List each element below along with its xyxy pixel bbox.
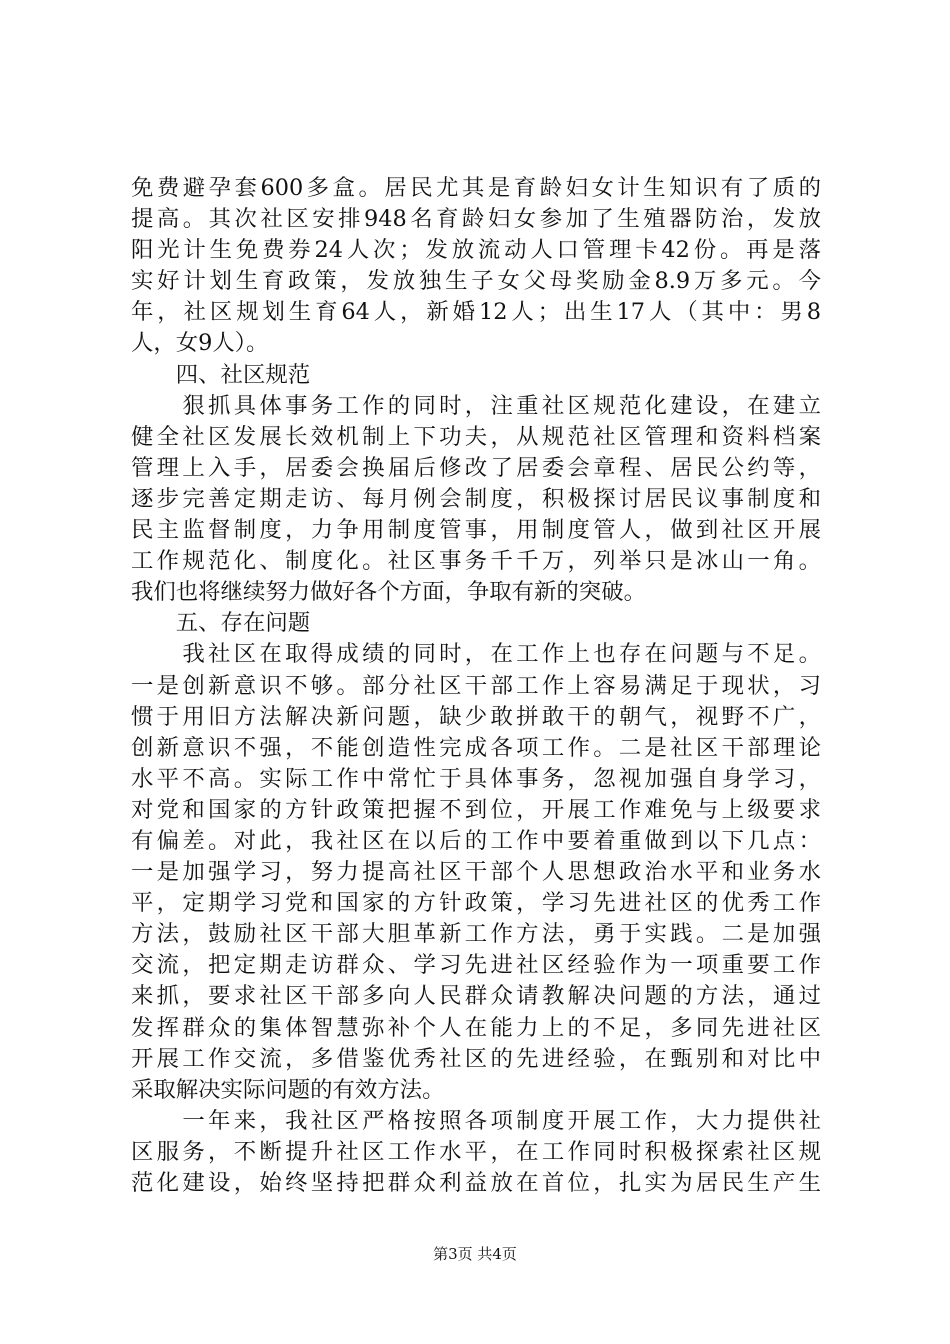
text-line: 有偏差。对此，我社区在以后的工作中要着重做到以下几点： bbox=[131, 827, 821, 854]
text-line: 创新意识不强，不能创造性完成各项工作。二是社区干部理论 bbox=[131, 734, 821, 761]
text-line: 免费避孕套600多盒。居民尤其是育龄妇女计生知识有了质的 bbox=[131, 175, 821, 201]
text-line: 开展工作交流，多借鉴优秀社区的先进经验，在甄别和对比中 bbox=[131, 1045, 821, 1072]
text-line: 我们也将继续努力做好各个方面，争取有新的突破。 bbox=[131, 579, 646, 606]
text-line: 一是加强学习，努力提高社区干部个人思想政治水平和业务水 bbox=[131, 859, 821, 886]
page-number: 第3页 共4页 bbox=[433, 1245, 517, 1263]
text-line: 范化建设，始终坚持把群众利益放在首位，扎实为居民生产生 bbox=[131, 1170, 821, 1196]
page-footer bbox=[0, 1244, 950, 1264]
text-line: 交流，把定期走访群众、学习先进社区经验作为一项重要工作 bbox=[131, 952, 821, 979]
text-line: 来抓，要求社区干部多向人民群众请教解决问题的方法，通过 bbox=[131, 983, 821, 1010]
text-line: 年，社区规划生育64人，新婚12人；出生17人（其中：男8 bbox=[131, 299, 821, 326]
text-line: 健全社区发展长效机制上下功夫，从规范社区管理和资料档案 bbox=[131, 423, 821, 450]
text-line: 工作规范化、制度化。社区事务千千万，列举只是冰山一角。 bbox=[131, 548, 821, 575]
text-line: 一是创新意识不够。部分社区干部工作上容易满足于现状，习 bbox=[131, 672, 821, 699]
text-line: 五、存在问题 bbox=[131, 610, 311, 637]
text-line: 我社区在取得成绩的同时，在工作上也存在问题与不足。 bbox=[131, 641, 821, 668]
text-line: 管理上入手，居委会换届后修改了居委会章程、居民公约等， bbox=[131, 454, 821, 481]
text-line: 逐步完善定期走访、每月例会制度，积极探讨居民议事制度和 bbox=[131, 485, 821, 512]
text-line: 采取解决实际问题的有效方法。 bbox=[131, 1076, 445, 1103]
text-line: 狠抓具体事务工作的同时，注重社区规范化建设，在建立 bbox=[131, 392, 821, 419]
text-line: 惯于用旧方法解决新问题，缺少敢拼敢干的朝气，视野不广， bbox=[131, 703, 821, 730]
text-line: 方法，鼓励社区干部大胆革新工作方法，勇于实践。二是加强 bbox=[131, 921, 821, 948]
text-line: 民主监督制度，力争用制度管事，用制度管人，做到社区开展 bbox=[131, 517, 821, 544]
text-line: 阳光计生免费券24人次；发放流动人口管理卡42份。再是落 bbox=[131, 237, 821, 264]
text-line: 提高。其次社区安排948名育龄妇女参加了生殖器防治，发放 bbox=[131, 206, 821, 233]
document-body bbox=[131, 173, 821, 1199]
text-line: 平，定期学习党和国家的方针政策，学习先进社区的优秀工作 bbox=[131, 890, 821, 917]
text-line: 实好计划生育政策，发放独生子女父母奖励金8.9万多元。今 bbox=[131, 268, 821, 295]
text-line: 水平不高。实际工作中常忙于具体事务，忽视加强自身学习， bbox=[131, 765, 821, 792]
text-line: 对党和国家的方针政策把握不到位，开展工作难免与上级要求 bbox=[131, 796, 821, 823]
text-line: 人，女9人）。 bbox=[131, 330, 269, 357]
text-line: 一年来，我社区严格按照各项制度开展工作，大力提供社 bbox=[131, 1107, 821, 1134]
text-line: 发挥群众的集体智慧弥补个人在能力上的不足，多同先进社区 bbox=[131, 1014, 821, 1041]
text-line: 区服务，不断提升社区工作水平，在工作同时积极探索社区规 bbox=[131, 1138, 821, 1165]
text-line: 四、社区规范 bbox=[131, 361, 311, 388]
